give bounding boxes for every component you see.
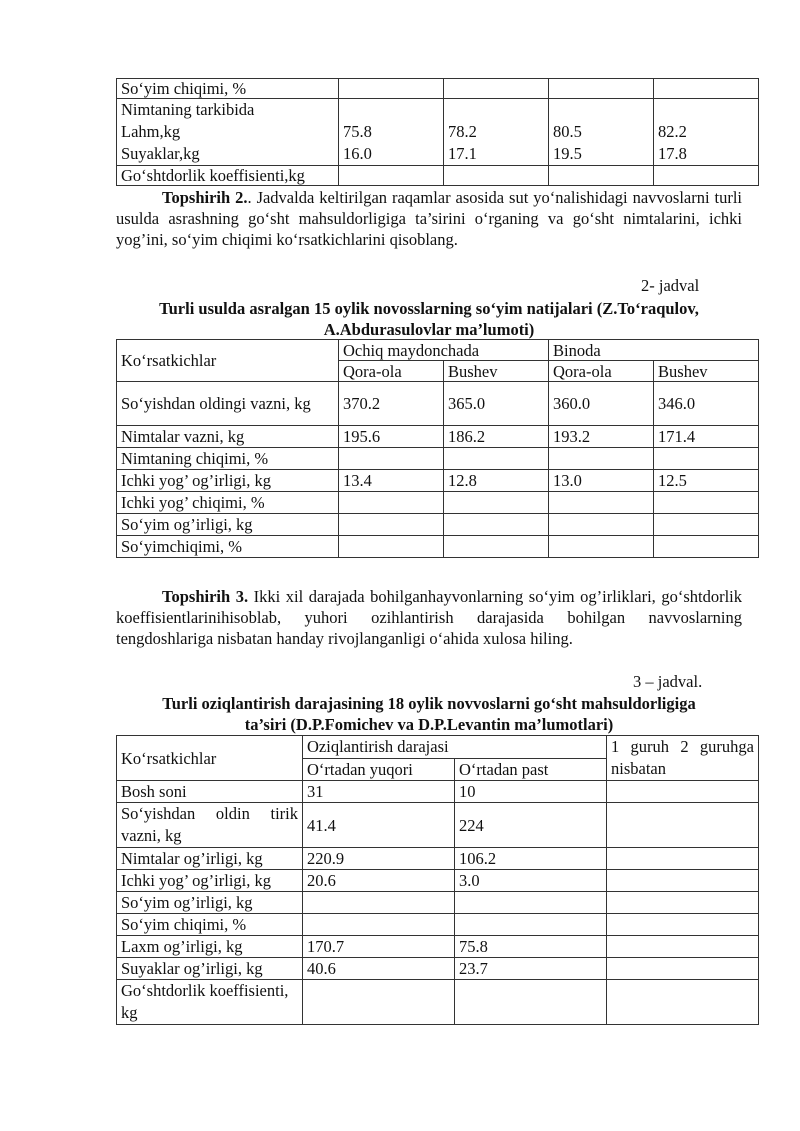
table-3 <box>116 735 759 1025</box>
cell-value: 80.5 <box>553 122 582 141</box>
table-cell: Nimtaning chiqimi, % <box>117 448 339 470</box>
table-row <box>117 803 759 848</box>
table-cell: 12.5 <box>654 470 759 492</box>
table-cell <box>654 99 759 166</box>
table-cell: So‘yim og’irligi, kg <box>117 514 339 536</box>
table-cell: 31 <box>303 781 455 803</box>
table-cell: 23.7 <box>455 958 607 980</box>
table-row <box>117 514 759 536</box>
table-row <box>117 958 759 980</box>
header-cell: Ochiq maydonchada <box>339 340 549 361</box>
table-1 <box>116 78 759 186</box>
table-row <box>117 848 759 870</box>
table-row <box>117 980 759 1025</box>
table-cell: 170.7 <box>303 936 455 958</box>
task-3-text: Ikki xil darajada bohilganhayvonlarning so‘yim og’irliklari, go‘shtdorlik koeffisientlarinihisoblab, yuhori ozihlantirish darajasida bohilgan navvoslarning tengdoshlariga nisbatan handay rivojlanganligi o‘ahida xulosa hiling. <box>116 587 742 648</box>
table-cell <box>117 99 339 166</box>
table-cell: 13.4 <box>339 470 444 492</box>
table-header-row <box>117 736 759 759</box>
cell-line: Lahm,kg <box>121 122 181 141</box>
header-cell: O‘rtadan yuqori <box>303 758 455 781</box>
cell-value: 19.5 <box>553 144 582 163</box>
header-cell: Qora-ola <box>549 361 654 382</box>
task-2-text: . Jadvalda keltirilgan raqamlar asosida sut yo‘nalishidagi navvoslarni turli usulda asrashning go‘sht mahsuldorligiga ta’sirini o‘rganing va go‘sht nimtalarini, ichki yog’ini, so‘yim chiqimi ko‘rsatkichlarini qisoblang. <box>116 188 742 249</box>
cell-value: 17.8 <box>658 144 687 163</box>
table-row <box>117 426 759 448</box>
header-cell: Ko‘rsatkichlar <box>117 736 303 781</box>
table-cell: So‘yim og’irligi, kg <box>117 892 303 914</box>
task-2-label: Topshirih 2. <box>162 188 248 207</box>
table-2-title <box>100 298 758 340</box>
table-cell: 10 <box>455 781 607 803</box>
table-row <box>117 166 759 186</box>
table-cell: 220.9 <box>303 848 455 870</box>
cell-line: Suyaklar,kg <box>121 144 200 163</box>
table-cell: 3.0 <box>455 870 607 892</box>
table-cell: 370.2 <box>339 382 444 426</box>
table-cell: 346.0 <box>654 382 759 426</box>
header-cell: 1 guruh 2 guruhga nisbatan <box>607 736 759 781</box>
header-cell: Binoda <box>549 340 759 361</box>
table-cell: 365.0 <box>444 382 549 426</box>
table-cell <box>339 99 444 166</box>
cell-line: Nimtaning tarkibida <box>121 100 255 119</box>
header-cell: Bushev <box>444 361 549 382</box>
header-cell: Ko‘rsatkichlar <box>117 340 339 382</box>
title-line: Turli oziqlantirish darajasining 18 oylik novvoslarni go‘sht mahsuldorligiga <box>162 694 696 713</box>
table-cell: 75.8 <box>455 936 607 958</box>
table-row <box>117 536 759 558</box>
table-row <box>117 492 759 514</box>
header-cell: O‘rtadan past <box>455 758 607 781</box>
table-cell: Laxm og’irligi, kg <box>117 936 303 958</box>
table-cell: So‘yishdan oldingi vazni, kg <box>117 382 339 426</box>
table-cell: 12.8 <box>444 470 549 492</box>
title-line: ta’siri (D.P.Fomichev va D.P.Levantin ma’lumotlari) <box>244 715 614 734</box>
table-cell: 224 <box>455 803 607 848</box>
table-cell: 40.6 <box>303 958 455 980</box>
cell-value: 82.2 <box>658 122 687 141</box>
table-cell: 360.0 <box>549 382 654 426</box>
table-row <box>117 914 759 936</box>
table-cell: Nimtalar og’irligi, kg <box>117 848 303 870</box>
table-cell: Suyaklar og’irligi, kg <box>117 958 303 980</box>
table-cell: So‘yim chiqimi, % <box>117 914 303 936</box>
cell-value: 75.8 <box>343 122 372 141</box>
title-line: A.Abdurasulovlar ma’lumoti) <box>323 320 535 339</box>
table-cell: Ichki yog’ og’irligi, kg <box>117 870 303 892</box>
table-2-number: 2- jadval <box>641 276 700 295</box>
table-row <box>117 936 759 958</box>
table-cell <box>444 99 549 166</box>
table-cell <box>549 99 654 166</box>
table-cell: Go‘shtdorlik koeffisienti,kg <box>117 166 339 186</box>
table-cell: Go‘shtdorlik koeffisienti, kg <box>117 980 303 1025</box>
table-row <box>117 448 759 470</box>
table-cell: So‘yishdan oldin tirik vazni, kg <box>117 803 303 848</box>
header-cell: Qora-ola <box>339 361 444 382</box>
cell-value: 16.0 <box>343 144 372 163</box>
table-row <box>117 892 759 914</box>
table-cell: Bosh soni <box>117 781 303 803</box>
table-3-title <box>100 693 758 735</box>
table-cell: So‘yim chiqimi, % <box>117 79 339 99</box>
table-2 <box>116 339 759 558</box>
table-row <box>117 870 759 892</box>
table-cell: 106.2 <box>455 848 607 870</box>
table-cell: Ichki yog’ og’irligi, kg <box>117 470 339 492</box>
task-2-paragraph <box>116 187 742 250</box>
table-cell: 13.0 <box>549 470 654 492</box>
table-row <box>117 79 759 99</box>
table-header-row <box>117 340 759 361</box>
header-cell: Bushev <box>654 361 759 382</box>
cell-value: 17.1 <box>448 144 477 163</box>
table-cell: 20.6 <box>303 870 455 892</box>
task-3-paragraph <box>116 586 742 649</box>
table-cell: So‘yimchiqimi, % <box>117 536 339 558</box>
table-cell: Ichki yog’ chiqimi, % <box>117 492 339 514</box>
table-cell: 195.6 <box>339 426 444 448</box>
table-cell: 171.4 <box>654 426 759 448</box>
header-cell: Oziqlantirish darajasi <box>303 736 607 759</box>
task-3-label: Topshirih 3. <box>162 587 249 606</box>
table-cell: 41.4 <box>303 803 455 848</box>
table-3-number: 3 – jadval. <box>633 672 703 691</box>
table-row <box>117 470 759 492</box>
title-line: Turli usulda asralgan 15 oylik novosslarning so‘yim natijalari (Z.To‘raqulov, <box>159 299 699 318</box>
table-cell: 193.2 <box>549 426 654 448</box>
table-row <box>117 99 759 166</box>
table-cell: 186.2 <box>444 426 549 448</box>
table-row <box>117 382 759 426</box>
table-row <box>117 781 759 803</box>
table-cell: Nimtalar vazni, kg <box>117 426 339 448</box>
cell-value: 78.2 <box>448 122 477 141</box>
